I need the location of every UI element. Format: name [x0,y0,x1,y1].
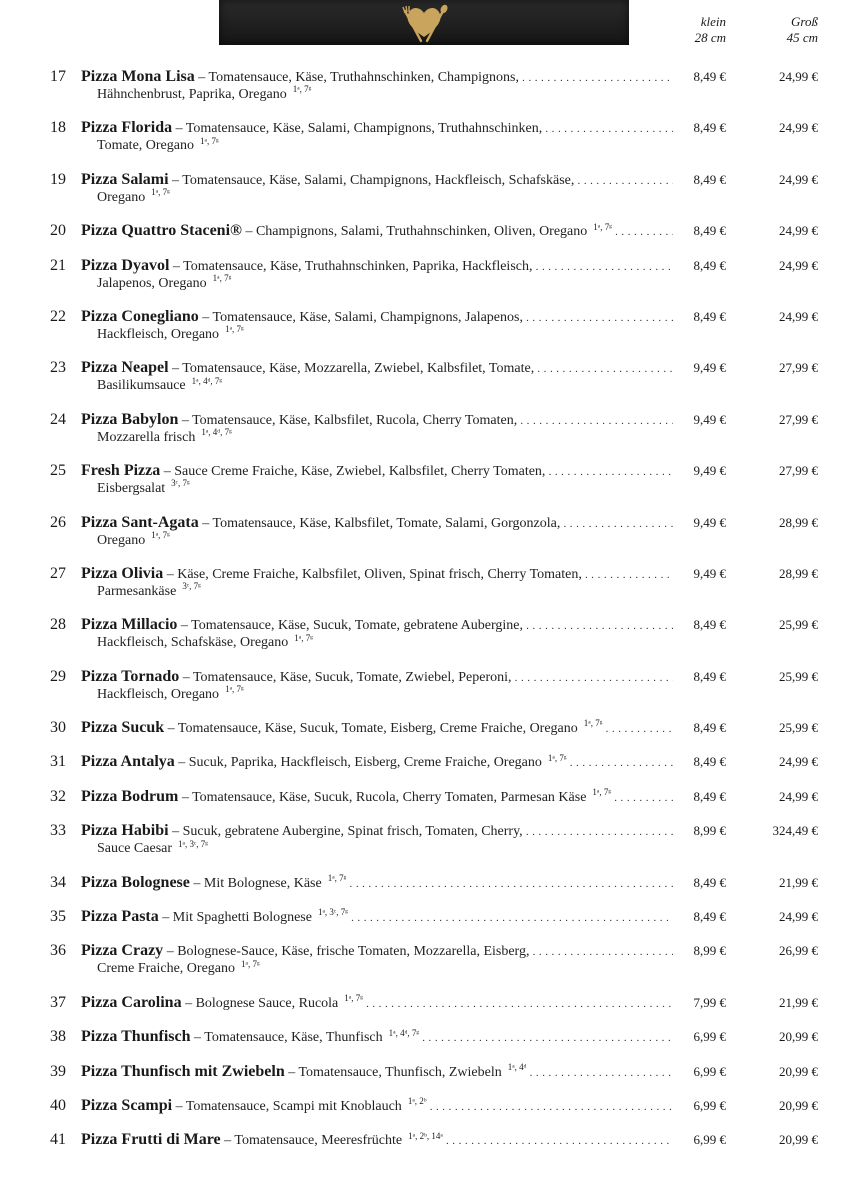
price-small: 6,99 € [693,1132,726,1148]
menu-item [0,170,848,221]
heart-fork-spoon-icon [399,3,449,43]
item-description-line2: Hähnchenbrust, Paprika, Oregano [97,87,287,102]
item-additives: 1ᵃ, 7ᵍ [592,787,612,798]
item-line [81,67,673,87]
price-large: 27,99 € [779,463,818,479]
item-additives: 1ᵃ, 7ᵍ [547,752,567,763]
price-large: 20,99 € [779,1063,818,1079]
item-additives: 1ᵃ, 4ᵈ, 7ᵍ [201,427,232,438]
item-additives: 1ᵃ, 7ᵍ [151,529,170,540]
item-description-cont [97,429,232,447]
item-number: 17 [50,68,66,85]
item-additives: 1ᵃ, 7ᵍ [344,993,363,1004]
item-line [81,752,673,772]
item-name: Pizza Dyavol [81,256,170,274]
price-large: 26,99 € [779,943,818,959]
item-description-line2: Oregano [97,189,146,205]
price-small: 9,49 € [693,565,726,581]
item-name: Pizza Mona Lisa [81,68,195,85]
item-name: Pizza Habibi [81,822,169,840]
item-line [81,821,673,841]
item-description: – Tomatensauce, Meeresfrüchte [224,1133,403,1149]
menu-item [0,718,848,752]
size-small-label: klein [700,14,726,29]
item-line [81,461,673,481]
item-line [81,358,673,378]
item-description: – Tomatensauce, Käse, Sucuk, Rucola, Cherry Tomaten, Parmesan Käse [181,789,587,805]
item-line [81,667,673,687]
price-small: 8,49 € [693,720,726,736]
item-description-cont [97,86,311,104]
item-line [81,1062,673,1082]
item-line [81,787,673,807]
price-large: 24,99 € [779,257,818,273]
item-description: – Tomatensauce, Käse, Kalbsfilet, Rucola, Cherry Tomaten, [181,412,518,428]
item-name: Pizza Scampi [81,1096,173,1114]
price-large: 21,99 € [779,874,818,890]
menu-item [0,67,848,118]
menu-item [0,615,848,666]
item-line [81,256,673,276]
item-name: Pizza Bodrum [81,787,179,805]
menu-item [0,564,848,615]
item-name: Pizza Sucuk [81,719,165,737]
size-small-cm: 28 cm [694,30,726,45]
item-description: – Tomatensauce, Käse, Salami, Champignons, Hackfleisch, Schafskäse, [172,172,575,188]
item-name: Pizza Quattro Staceni® [81,222,242,240]
menu-item [0,941,848,992]
item-additives: 1ᵃ, 7ᵍ [294,632,313,643]
item-line [81,1027,673,1047]
price-small: 8,49 € [693,874,726,890]
item-additives: 1ᵃ, 7ᵍ [292,84,312,95]
menu-item [0,1096,848,1130]
price-large: 21,99 € [779,994,818,1010]
item-description-cont [97,960,260,978]
item-number: 31 [50,753,66,771]
price-small: 8,49 € [693,754,726,770]
item-additives: 1ᵃ, 4ᵈ, 7ᵍ [191,375,223,386]
item-name: Pizza Millacio [81,616,178,634]
price-large: 20,99 € [779,1097,818,1113]
price-small: 9,49 € [693,463,726,479]
item-description: – Tomatensauce, Käse, Sucuk, Tomate, gebratene Aubergine, [180,618,524,634]
price-small: 8,49 € [693,788,726,804]
item-description-cont [97,326,244,344]
item-number: 18 [50,119,66,137]
item-line [81,907,673,927]
item-number: 25 [50,462,66,480]
price-small: 8,49 € [693,257,726,273]
menu-item [0,256,848,307]
item-number: 41 [50,1131,66,1149]
price-small: 6,99 € [693,1029,726,1045]
item-additives: 1ᵃ, 7ᵍ [327,872,347,883]
item-additives: 1ᵃ, 3ᶜ, 7ᵍ [178,838,209,849]
item-description-cont [97,137,219,155]
item-description: – Bolognese Sauce, Rucola [185,995,339,1011]
item-description-cont [97,840,208,858]
item-description-cont [97,189,170,207]
item-description-cont [97,529,170,550]
menu-item [0,667,848,718]
item-additives: 1ᵃ, 7ᵍ [199,135,219,146]
item-number: 23 [50,359,66,377]
item-description: – Tomatensauce, Scampi mit Knoblauch [175,1098,402,1114]
item-description-cont [97,272,232,293]
item-additives: 3ᶜ, 7ᵍ [182,581,201,592]
item-description: – Tomatensauce, Thunfisch, Zwiebeln [288,1064,502,1080]
item-line [81,993,673,1013]
menu-item [0,1130,848,1164]
item-additives: 1ᵃ, 7ᵍ [241,958,260,969]
menu-list [0,67,848,1165]
price-small: 8,49 € [693,668,726,684]
price-large: 25,99 € [779,668,818,684]
item-number: 26 [50,513,66,531]
price-small: 8,49 € [693,171,726,187]
price-small: 8,49 € [693,308,726,324]
item-additives: 1ᵃ, 4ᵈ, 7ᵍ [388,1027,420,1038]
item-description: – Tomatensauce, Käse, Sucuk, Tomate, Zwiebel, Peperoni, [182,669,512,685]
item-number: 37 [50,993,66,1011]
item-description-line2: Hackfleisch, Oregano [97,326,220,342]
item-name: Pizza Carolina [81,993,182,1011]
item-additives: 1ᵃ, 7ᵍ [583,718,603,729]
item-additives: 1ᵃ, 7ᵍ [593,221,612,232]
price-large: 324,49 € [772,823,818,839]
item-number: 34 [50,873,66,891]
item-line [81,1096,673,1116]
item-name: Pizza Conegliano [81,307,199,325]
item-name: Pizza Antalya [81,753,175,771]
item-description: – Tomatensauce, Käse, Salami, Champignons, Jalapenos, [202,309,523,325]
price-large: 25,99 € [779,617,818,633]
item-additives: 1ᵃ, 7ᵍ [225,684,244,695]
item-description-cont [97,634,313,652]
price-small: 7,99 € [693,994,726,1010]
price-small: 8,49 € [693,223,726,239]
item-name: Pizza Neapel [81,359,169,377]
item-description: – Tomatensauce, Käse, Salami, Champignons, Truthahnschinken, [175,121,543,137]
item-name: Pizza Thunfisch [81,1028,191,1046]
price-large: 24,99 € [779,909,818,925]
price-small: 8,49 € [693,120,726,136]
item-description: – Mit Bolognese, Käse [193,875,322,891]
menu-item [0,1062,848,1096]
menu-item [0,221,848,255]
item-description-line2: Parmesankäse [97,583,177,599]
size-small-header [660,14,726,46]
price-large: 27,99 € [779,360,818,376]
item-description-line2: Oregano [97,532,146,548]
item-description-line2: Mozzarella frisch [97,429,196,445]
menu-item [0,787,848,821]
item-description-line2: Sauce Caesar [97,841,173,857]
menu-item [0,873,848,907]
item-description-line2: Basilikumsauce [97,378,186,394]
item-additives: 1ᵃ, 7ᵍ [151,187,170,198]
item-line [81,941,673,961]
price-large: 24,99 € [779,308,818,324]
price-large: 25,99 € [779,720,818,736]
item-name: Pizza Frutti di Mare [81,1131,221,1149]
price-small: 9,49 € [693,514,726,530]
item-description-line2: Hackfleisch, Oregano [97,686,220,702]
item-additives: 1ᵃ, 7ᵍ [225,324,244,335]
price-large: 28,99 € [779,514,818,530]
item-description: – Champignons, Salami, Truthahnschinken, Oliven, Oregano [245,224,588,240]
price-large: 27,99 € [779,411,818,427]
item-description: – Bolognese-Sauce, Käse, frische Tomaten, Mozzarella, Eisberg, [166,944,530,960]
item-line [81,410,673,430]
item-additives: 1ᵃ, 2ᵇ [407,1096,427,1107]
item-description: – Tomatensauce, Käse, Truthahnschinken, Champignons, [198,70,519,85]
menu-item [0,1027,848,1061]
item-description: – Sauce Creme Fraiche, Käse, Zwiebel, Kalbsfilet, Cherry Tomaten, [163,464,546,480]
item-description-line2: Hackfleisch, Schafskäse, Oregano [97,635,289,651]
price-large: 24,99 € [779,69,818,84]
item-description: – Käse, Creme Fraiche, Kalbsfilet, Oliven, Spinat frisch, Cherry Tomaten, [166,566,582,582]
price-small: 8,99 € [693,823,726,839]
menu-item [0,821,848,872]
menu-item [0,752,848,786]
price-small: 6,99 € [693,1063,726,1079]
item-number: 29 [50,667,66,685]
price-large: 28,99 € [779,565,818,581]
item-additives: 3ᶜ, 7ᵍ [171,478,190,489]
header-banner [219,0,629,45]
price-large: 24,99 € [779,120,818,136]
item-line [81,1130,673,1150]
menu-item [0,410,848,461]
item-line [81,564,673,584]
menu-item [0,907,848,941]
item-number: 39 [50,1062,66,1080]
menu-item [0,118,848,169]
size-large-header [740,14,818,46]
price-small: 9,49 € [693,360,726,376]
item-name: Pizza Tornado [81,667,180,685]
item-description: – Tomatensauce, Käse, Mozzarella, Zwiebel, Kalbsfilet, Tomate, [172,361,535,377]
item-number: 27 [50,564,66,582]
item-description: – Mit Spaghetti Bolognese [162,910,312,926]
menu-item [0,358,848,409]
item-number: 38 [50,1028,66,1046]
item-name: Pizza Sant-Agata [81,513,199,531]
item-number: 36 [50,942,66,960]
price-large: 20,99 € [779,1132,818,1148]
item-additives: 1ᵃ, 3ᶜ, 7ᵍ [317,907,348,918]
item-name: Pizza Salami [81,170,169,188]
item-name: Pizza Pasta [81,908,159,926]
price-large: 24,99 € [779,754,818,770]
item-description: – Sucuk, gebratene Aubergine, Spinat frisch, Tomaten, Cherry, [172,824,523,840]
item-description-cont [97,686,244,704]
item-line [81,221,673,241]
price-small: 6,99 € [693,1097,726,1113]
menu-item [0,993,848,1027]
item-name: Pizza Bolognese [81,873,190,891]
item-name: Pizza Thunfisch mit Zwiebeln [81,1062,285,1080]
item-number: 20 [50,222,66,240]
price-large: 24,99 € [779,788,818,804]
item-number: 22 [50,307,66,325]
item-name: Pizza Florida [81,119,173,137]
price-small: 8,49 € [693,909,726,925]
item-description-cont [97,480,190,498]
price-small: 8,99 € [693,943,726,959]
item-line [81,307,673,327]
item-additives: 1ᵃ, 4ᵈ [507,1061,527,1072]
price-small: 9,49 € [693,411,726,427]
item-line [81,118,673,138]
item-line [81,718,673,738]
item-additives: 1ᵃ, 2ᵇ, 14ᵃ [408,1130,443,1141]
item-number: 21 [50,256,66,274]
item-line [81,615,673,635]
item-description: – Tomatensauce, Käse, Truthahnschinken, Paprika, Hackfleisch, [172,258,533,274]
item-description: – Tomatensauce, Käse, Kalbsfilet, Tomate, Salami, Gorgonzola, [202,515,561,531]
item-name: Fresh Pizza [81,462,161,480]
size-large-cm: 45 cm [786,30,818,45]
item-name: Pizza Babylon [81,410,179,428]
item-description: – Sucuk, Paprika, Hackfleisch, Eisberg, Creme Fraiche, Oregano [178,755,542,771]
item-number: 33 [50,822,66,840]
item-description-line2: Creme Fraiche, Oregano [97,961,235,977]
price-large: 24,99 € [779,223,818,239]
item-number: 19 [50,170,66,188]
price-small: 8,49 € [693,69,726,84]
item-description-cont [97,377,222,395]
menu-item [0,513,848,564]
item-description: – Tomatensauce, Käse, Thunfisch [194,1030,383,1046]
price-large: 20,99 € [779,1029,818,1045]
size-large-label: Groß [791,14,818,29]
item-description-line2: Eisbergsalat [97,481,166,497]
menu-item [0,307,848,358]
item-number: 24 [50,410,66,428]
item-name: Pizza Olivia [81,564,164,582]
item-name: Pizza Crazy [81,942,164,960]
price-small: 8,49 € [693,617,726,633]
price-large: 24,99 € [779,171,818,187]
item-description: – Tomatensauce, Käse, Sucuk, Tomate, Eisberg, Creme Fraiche, Oregano [167,721,578,737]
item-additives: 1ᵃ, 7ᵍ [212,272,232,283]
item-number: 40 [50,1096,66,1114]
menu-item [0,461,848,512]
item-line [81,873,673,893]
item-number: 28 [50,616,66,634]
item-description-line2: Tomate, Oregano [97,138,194,154]
item-number: 35 [50,908,66,926]
item-description-line2: Jalapenos, Oregano [97,275,207,291]
item-number: 30 [50,719,66,737]
item-number: 32 [50,787,66,805]
item-description-cont [97,583,201,601]
